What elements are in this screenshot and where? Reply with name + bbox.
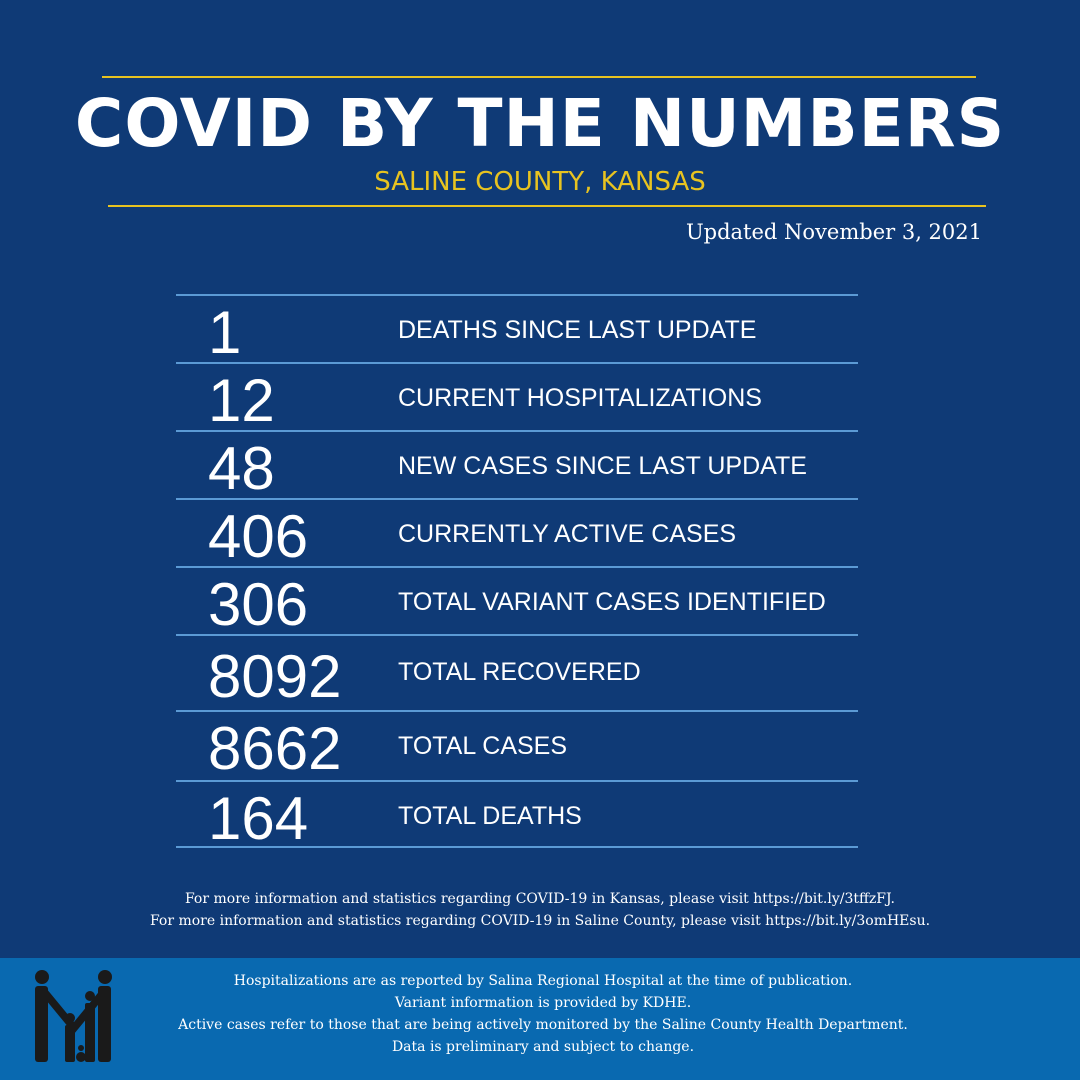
stat-row — [176, 710, 858, 780]
stat-row — [176, 566, 858, 638]
kansas-info-text: For more information and statistics regarding COVID-19 in Kansas, please visit https://bit.ly/3tffzFJ. — [184, 891, 895, 907]
stat-label: TOTAL DEATHS — [398, 802, 582, 830]
footer-note: Active cases refer to those that are being actively monitored by the Saline County Health Department. — [178, 1017, 908, 1033]
stat-row — [176, 498, 858, 570]
stat-label: TOTAL VARIANT CASES IDENTIFIED — [398, 588, 826, 616]
stat-value: 8662 — [208, 715, 342, 782]
stat-row — [176, 634, 858, 710]
stat-value: 8092 — [208, 643, 342, 710]
top-rule — [102, 76, 976, 78]
stat-value: 12 — [208, 367, 275, 434]
stat-row — [176, 430, 858, 502]
family-logo-icon — [32, 966, 116, 1066]
stat-value: 164 — [208, 785, 309, 852]
bottom-rule — [108, 205, 986, 207]
stat-value: 48 — [208, 435, 275, 502]
stat-label: CURRENT HOSPITALIZATIONS — [398, 384, 762, 412]
saline-info-text: For more information and statistics regarding COVID-19 in Saline County, please visit https://bit.ly/3omHEsu. — [149, 913, 931, 929]
stats-list — [176, 294, 858, 852]
page-title: COVID BY THE NUMBERS — [74, 85, 1006, 162]
stat-value: 306 — [208, 571, 309, 638]
footer-note: Variant information is provided by KDHE. — [394, 995, 692, 1011]
stat-value: 406 — [208, 503, 309, 570]
stat-label: TOTAL CASES — [398, 732, 568, 760]
stat-row — [176, 780, 858, 852]
stat-label: NEW CASES SINCE LAST UPDATE — [398, 452, 807, 480]
stat-label: DEATHS SINCE LAST UPDATE — [398, 316, 757, 344]
footer-bar — [0, 958, 1080, 1080]
info-links — [0, 888, 1080, 932]
stat-label: TOTAL RECOVERED — [398, 658, 641, 686]
footer-note: Data is preliminary and subject to change. — [391, 1039, 695, 1055]
stat-row — [176, 294, 858, 366]
stat-value: 1 — [208, 299, 242, 366]
footer-notes — [120, 970, 966, 1058]
updated-date: Updated November 3, 2021 — [685, 220, 982, 244]
stat-label: CURRENTLY ACTIVE CASES — [398, 520, 737, 548]
footer-note: Hospitalizations are as reported by Salina Regional Hospital at the time of publication. — [233, 973, 853, 989]
page-subtitle: SALINE COUNTY, KANSAS — [374, 167, 706, 197]
stat-row — [176, 362, 858, 434]
